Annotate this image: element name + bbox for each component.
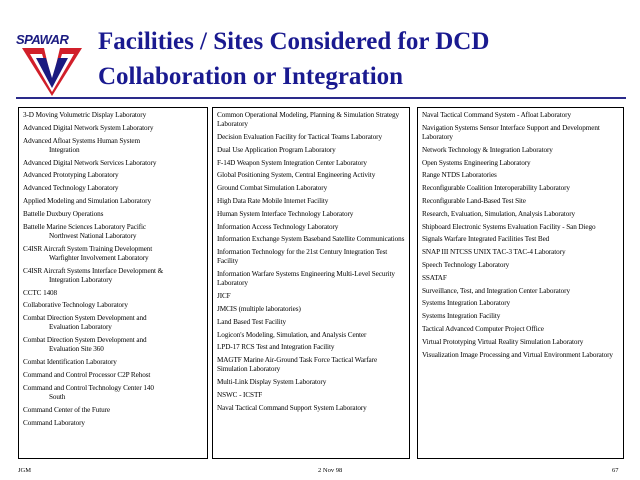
facility-name: Combat Direction System Development and — [23, 314, 147, 323]
facility-name: Systems Integration Facility — [422, 312, 501, 321]
facility-name: Open Systems Engineering Laboratory — [422, 158, 531, 167]
facility-list-item — [217, 356, 405, 374]
facility-name: Reconfigurable Coalition Interoperability Laboratory — [422, 184, 570, 193]
facility-name: Battelle Duxbury Operations — [23, 209, 104, 218]
facility-name: Land Based Test Facility — [217, 317, 287, 326]
facility-name: Command and Control Technology Center 140 — [23, 383, 154, 392]
facility-column-2 — [212, 107, 410, 459]
facility-list-item — [23, 197, 203, 206]
facility-name: Information Warfare Systems Engineering Multi-Level Security Laboratory — [217, 270, 395, 288]
facility-name: Network Technology & Integration Laboratory — [422, 145, 553, 154]
facility-list-item — [422, 171, 619, 180]
facility-list-item — [23, 301, 203, 310]
facility-name: MAGTF Marine Air-Ground Task Force Tactical Warfare Simulation Laboratory — [217, 356, 378, 374]
facility-name: Visualization Image Processing and Virtual Environment Laboratory — [422, 350, 613, 359]
facility-name: Battelle Marine Sciences Laboratory Pacific — [23, 222, 147, 231]
facility-name: Naval Tactical Command System - Afloat Laboratory — [422, 111, 571, 119]
facility-list-item — [422, 312, 619, 321]
facility-list-item — [217, 343, 405, 352]
footer-page-number: 67 — [612, 467, 619, 474]
facility-list-item — [217, 235, 405, 244]
facility-list-item — [217, 331, 405, 340]
facility-list-item — [217, 248, 405, 266]
facility-list-item — [23, 210, 203, 219]
facility-list-item — [23, 267, 203, 285]
facility-name: Advanced Digital Network System Laboratory — [23, 123, 154, 132]
facility-list-item — [217, 391, 405, 400]
facility-list-item — [23, 223, 203, 241]
footer-date: 2 Nov 98 — [318, 467, 343, 474]
facility-name: Information Exchange System Baseband Satellite Communications — [217, 235, 405, 244]
facility-list-item — [422, 287, 619, 296]
facility-name: Global Positioning System, Central Engineering Activity — [217, 171, 376, 180]
facility-name: Dual Use Application Program Laboratory — [217, 145, 336, 154]
facility-list-item — [422, 197, 619, 206]
facility-name: SSATAF — [422, 273, 447, 282]
facility-name-continuation: Evaluation Site 360 — [49, 345, 104, 354]
facility-name-continuation: Integration — [49, 145, 80, 154]
facility-list-item — [23, 289, 203, 298]
facility-name: CCTC 1408 — [23, 288, 58, 297]
facility-name: Naval Tactical Command Support System Laboratory — [217, 403, 367, 412]
facility-name-continuation: Integration Laboratory — [49, 275, 113, 284]
facility-list-item — [422, 261, 619, 270]
facility-list-item — [422, 223, 619, 232]
facility-list-item — [23, 184, 203, 193]
facility-list-item — [23, 384, 203, 402]
facility-list-item — [217, 197, 405, 206]
facility-name: Range NTDS Laboratories — [422, 171, 497, 180]
facility-list-item — [23, 124, 203, 133]
chevron-logo-icon — [22, 48, 82, 98]
facility-name: Advanced Prototyping Laboratory — [23, 171, 119, 180]
facility-name: Collaborative Technology Laboratory — [23, 301, 128, 310]
facility-list-item — [422, 299, 619, 308]
facility-list-item — [422, 351, 619, 360]
footer-author: JGM — [18, 467, 32, 474]
facility-list-item — [422, 248, 619, 257]
facility-name: JMCIS (multiple laboratories) — [217, 304, 301, 313]
facility-name: Command and Control Processor C2P Rehost — [23, 370, 151, 379]
facility-list-item — [23, 358, 203, 367]
facility-name: Command Center of the Future — [23, 405, 111, 414]
facility-list-item — [422, 159, 619, 168]
title-divider — [16, 97, 626, 99]
facility-name: Command Laboratory — [23, 418, 85, 427]
facility-name: Shipboard Electronic Systems Evaluation Facility - San Diego — [422, 222, 596, 231]
facility-list-item — [23, 314, 203, 332]
facility-column-3 — [417, 107, 624, 459]
facility-list-item — [422, 235, 619, 244]
facility-name-continuation: Northwest National Laboratory — [49, 231, 137, 240]
facility-list-item — [422, 274, 619, 283]
facility-name: Human System Interface Technology Laboratory — [217, 209, 354, 218]
facility-list-item — [217, 210, 405, 219]
facility-name: C4ISR Aircraft Systems Interface Development & — [23, 266, 164, 275]
facility-name: Decision Evaluation Facility for Tactical Teams Laboratory — [217, 133, 382, 141]
facility-list-item — [217, 378, 405, 387]
facility-name: Ground Combat Simulation Laboratory — [217, 184, 328, 193]
facility-list-item — [422, 338, 619, 347]
facility-name: Combat Identification Laboratory — [23, 358, 117, 367]
facility-list-item — [422, 184, 619, 193]
facility-name: F-14D Weapon System Integration Center Laboratory — [217, 158, 367, 167]
facility-list-item — [217, 305, 405, 314]
facility-name: Applied Modeling and Simulation Laboratory — [23, 196, 151, 205]
facility-name: Common Operational Modeling, Planning & Simulation Strategy Laboratory — [217, 111, 399, 129]
facility-name: Speech Technology Laboratory — [422, 260, 510, 269]
facility-name: Navigation Systems Sensor Interface Support and Development Laboratory — [422, 123, 600, 141]
facility-name: Tactical Advanced Computer Project Office — [422, 324, 544, 333]
facility-list-item — [217, 318, 405, 327]
spawar-logo — [8, 32, 90, 98]
facility-column-1 — [18, 107, 208, 459]
facility-list-item — [217, 404, 405, 413]
facility-list-item — [217, 133, 405, 142]
facility-list-item — [422, 111, 619, 120]
facility-name-continuation: Warfighter Involvement Laboratory — [49, 253, 149, 262]
facility-list-item — [23, 371, 203, 380]
title-line-2: Collaboration or Integration — [98, 63, 404, 90]
facility-list-item — [217, 270, 405, 288]
facility-list-item — [217, 111, 405, 129]
facility-name: Combat Direction System Development and — [23, 336, 147, 345]
facility-list-item — [217, 159, 405, 168]
facility-name: Logicon's Modeling, Simulation, and Analysis Center — [217, 330, 367, 339]
facility-name: Information Technology for the 21st Century Integration Test Facility — [217, 248, 388, 266]
facility-list-item — [23, 111, 203, 120]
facility-name: C4ISR Aircraft System Training Development — [23, 244, 153, 253]
facility-list-item — [422, 325, 619, 334]
facility-name: Advanced Digital Network Services Laboratory — [23, 158, 157, 167]
facility-name: Advanced Afloat Systems Human System — [23, 136, 140, 145]
facility-list-item — [217, 171, 405, 180]
facility-name: Reconfigurable Land-Based Test Site — [422, 196, 526, 205]
facility-name: SNAP III NTCSS UNIX TAC-3 TAC-4 Laboratory — [422, 248, 566, 257]
facility-name: NSWC - ICSTF — [217, 390, 263, 399]
facility-name: Research, Evaluation, Simulation, Analysis Laboratory — [422, 209, 575, 218]
facility-name-continuation: South — [49, 392, 66, 401]
facility-name: Virtual Prototyping Virtual Reality Simulation Laboratory — [422, 337, 584, 346]
facility-list-item — [217, 223, 405, 232]
facility-list-item — [23, 137, 203, 155]
facility-name: Multi-Link Display System Laboratory — [217, 378, 327, 387]
facility-name: 3-D Moving Volumetric Display Laboratory — [23, 111, 147, 119]
title-line-1: Facilities / Sites Considered for DCD — [98, 28, 490, 55]
facility-name: Signals Warfare Integrated Facilities Test Bed — [422, 235, 550, 244]
facility-name: Systems Integration Laboratory — [422, 299, 511, 308]
facility-name-continuation: Evaluation Laboratory — [49, 323, 112, 332]
facility-list-item — [217, 146, 405, 155]
facility-name: LPD-17 RCS Test and Integration Facility — [217, 343, 335, 352]
facility-list-item — [23, 406, 203, 415]
facility-name: JICF — [217, 292, 231, 301]
facility-name: Advanced Technology Laboratory — [23, 184, 119, 193]
facility-list-item — [23, 245, 203, 263]
logo-text: SPAWAR — [16, 32, 69, 47]
facility-list-item — [23, 336, 203, 354]
facility-list-item — [422, 124, 619, 142]
facility-list-item — [217, 184, 405, 193]
facility-name: High Data Rate Mobile Internet Facility — [217, 196, 329, 205]
page-title — [98, 24, 628, 94]
facility-list-item — [23, 171, 203, 180]
facility-list-item — [217, 292, 405, 301]
facility-list-item — [422, 210, 619, 219]
facility-list-item — [23, 159, 203, 168]
facility-name: Information Access Technology Laboratory — [217, 222, 339, 231]
facility-name: Surveillance, Test, and Integration Center Laboratory — [422, 286, 570, 295]
facility-list-item — [422, 146, 619, 155]
facility-list-item — [23, 419, 203, 428]
